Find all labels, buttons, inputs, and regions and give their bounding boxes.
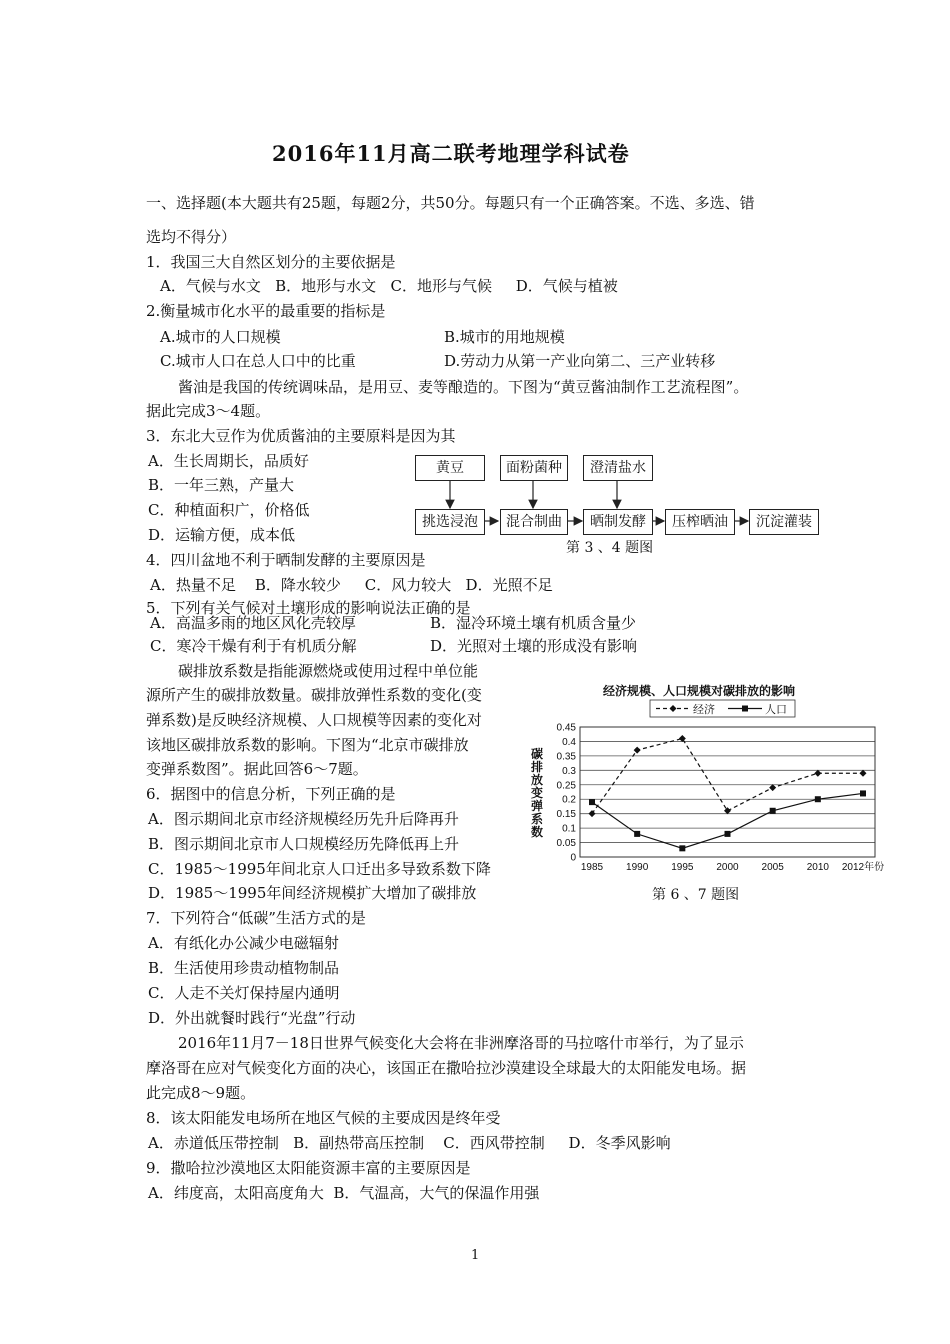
chart-svg (530, 695, 890, 880)
q3-option-d: D．运输方便，成本低 (148, 526, 296, 544)
passage1-line1: 酱油是我国的传统调味品，是用豆、麦等酿造的。下图为“黄豆酱油制作工艺流程图”。 (178, 378, 749, 396)
q7-option-d: D．外出就餐时践行“光盘”行动 (148, 1009, 356, 1027)
flow-box-bottle: 沉淀灌装 (749, 509, 819, 535)
q9-stem: 9．撒哈拉沙漠地区太阳能资源丰富的主要原因是 (146, 1159, 471, 1177)
q2-option-b: B.城市的用地规模 (444, 328, 565, 346)
y-tick-label: 0.45 (556, 722, 576, 734)
x-tick-label: 2005 (761, 862, 784, 873)
q1-stem: 1．我国三大自然区划分的主要依据是 (146, 253, 396, 271)
flow-box-press: 压榨晒油 (665, 509, 735, 535)
q2-option-d: D.劳动力从第一产业向第二、三产业转移 (444, 352, 716, 370)
y-tick-label: 0.25 (556, 780, 576, 792)
data-point-square (634, 831, 640, 837)
section-heading: 一、选择题(本大题共有25题，每题2分，共50分。每题只有一个正确答案。不选、多选、错 (146, 194, 755, 212)
q5-option-c: C．寒冷干燥有利于有机质分解 (150, 637, 357, 655)
y-tick-label: 0.1 (562, 823, 576, 835)
data-point-square (589, 799, 595, 805)
q8-stem: 8．该太阳能发电场所在地区气候的主要成因是终年受 (146, 1109, 501, 1127)
page-title: 2016年11月高二联考地理学科试卷 (272, 141, 630, 166)
data-point-diamond (634, 747, 641, 754)
flow-caption: 第 3 、4 题图 (566, 540, 654, 556)
y-tick-label: 0.4 (562, 736, 576, 748)
chart-caption: 第 6 、7 题图 (652, 887, 740, 903)
q2-stem: 2.衡量城市化水平的最重要的指标是 (146, 302, 386, 320)
chart-y-ticks (557, 723, 577, 864)
y-tick-label: 0.05 (556, 838, 576, 850)
q3-option-c: C．种植面积广，价格低 (148, 501, 310, 519)
chart-legend (650, 700, 795, 717)
y-tick-label: 0.35 (556, 751, 576, 763)
passage3-line3: 此完成8～9题。 (146, 1084, 256, 1102)
y-tick-label: 0.2 (562, 794, 576, 806)
x-tick-label: 1990 (626, 862, 649, 873)
q7-option-b: B．生活使用珍贵动植物制品 (148, 959, 340, 977)
data-point-square (725, 831, 731, 837)
y-tick-label: 0.3 (562, 765, 576, 777)
x-tick-label: 1985 (580, 862, 604, 873)
flow-box-flour-culture: 面粉菌种 (500, 455, 568, 481)
passage2-line1: 碳排放系数是指能源燃烧或使用过程中单位能 (178, 662, 479, 680)
q9-options: A．纬度高，太阳高度角大 B．气温高，大气的保温作用强 (148, 1184, 540, 1202)
data-point-square (815, 796, 821, 802)
passage2-line4: 该地区碳排放系数的影响。下图为“北京市碳排放 (146, 736, 469, 754)
legend-label-0: 经济 (693, 704, 715, 716)
legend-marker-square (742, 706, 748, 712)
passage3-line1: 2016年11月7－18日世界气候变化大会将在非洲摩洛哥的马拉喀什市举行，为了显示 (178, 1034, 744, 1052)
flow-box-brine: 澄清盐水 (583, 455, 653, 481)
section-heading-cont: 选均不得分） (146, 228, 237, 246)
x-tick-label: 1995 (671, 862, 694, 873)
passage3-line2: 摩洛哥在应对气候变化方面的决心，该国正在撒哈拉沙漠建设全球最大的太阳能发电场。据 (146, 1059, 747, 1077)
q7-option-a: A．有纸化办公减少电磁辐射 (148, 934, 339, 952)
data-point-diamond (814, 770, 821, 777)
data-point-diamond (679, 735, 686, 742)
x-tick-label: 2012年份 (841, 862, 885, 873)
flow-box-koji: 混合制曲 (500, 509, 568, 535)
q3-stem: 3．东北大豆作为优质酱油的主要原料是因为其 (146, 427, 456, 445)
passage2-line2: 源所产生的碳排放数量。碳排放弹性系数的变化(变 (146, 686, 482, 704)
q4-stem: 4．四川盆地不利于晒制发酵的主要原因是 (146, 551, 426, 569)
q3-option-b: B．一年三熟，产量大 (148, 476, 295, 494)
chart-series (589, 735, 867, 851)
q6-option-c: C．1985～1995年间北京人口迁出多导致系数下降 (148, 860, 491, 878)
passage2-line3: 弹系数)是反映经济规模、人口规模等因素的变化对 (146, 711, 482, 729)
series-line-1 (592, 793, 863, 848)
data-point-square (679, 845, 685, 851)
q8-options: A．赤道低压带控制 B．副热带高压控制 C．西风带控制 D．冬季风影响 (148, 1134, 671, 1152)
q1-options: A．气候与水文 B．地形与水文 C．地形与气候 D．气候与植被 (160, 277, 618, 295)
x-tick-label: 2000 (716, 862, 739, 873)
chart-x-ticks (581, 860, 884, 873)
legend-label-1: 人口 (765, 704, 787, 716)
q6-option-a: A．图示期间北京市经济规模经历先升后降再升 (148, 810, 459, 828)
q4-options: A．热量不足 B．降水较少 C．风力较大 D．光照不足 (150, 576, 553, 594)
flow-box-ferment: 晒制发酵 (583, 509, 653, 535)
data-point-diamond (860, 770, 867, 777)
passage2-line5: 变弹系数图”。据此回答6～7题。 (146, 760, 368, 778)
flow-box-soybean: 黄豆 (415, 455, 485, 481)
q6-stem: 6．据图中的信息分析，下列正确的是 (146, 785, 396, 803)
data-point-square (860, 790, 866, 796)
y-tick-label: 0.15 (556, 809, 576, 821)
q5-option-a: A．高温多雨的地区风化壳较厚 (150, 614, 356, 632)
q5-option-b: B．湿冷环境土壤有机质含量少 (430, 614, 637, 632)
x-tick-label: 2010 (806, 862, 829, 873)
chart-grid (580, 727, 875, 857)
data-point-square (770, 808, 776, 814)
page-number: 1 (471, 1248, 480, 1263)
q5-stem: 5．下列有关气候对土壤形成的影响说法正确的是 (146, 599, 471, 617)
series-line-0 (592, 739, 863, 814)
q2-option-a: A.城市的人口规模 (160, 328, 281, 346)
q7-option-c: C．人走不关灯保持屋内通明 (148, 984, 340, 1002)
q5-option-d: D．光照对土壤的形成没有影响 (430, 637, 638, 655)
q6-option-d: D．1985～1995年间经济规模扩大增加了碳排放 (148, 884, 477, 902)
q2-option-c: C.城市人口在总人口中的比重 (160, 352, 356, 370)
plot-frame (580, 727, 875, 857)
chart-title: 经济规模、人口规模对碳排放的影响 (603, 684, 796, 698)
q7-stem: 7．下列符合“低碳”生活方式的是 (146, 909, 366, 927)
q6-option-b: B．图示期间北京市人口规模经历先降低再上升 (148, 835, 460, 853)
data-point-diamond (769, 784, 776, 791)
passage1-line2: 据此完成3～4题。 (146, 402, 271, 420)
chart-y-label: 碳排放变弹系数 (531, 747, 544, 839)
q3-option-a: A．生长周期长，品质好 (148, 452, 309, 470)
data-point-diamond (724, 807, 731, 814)
flow-box-soak: 挑选浸泡 (415, 509, 485, 535)
y-tick-label: 0 (570, 852, 576, 864)
